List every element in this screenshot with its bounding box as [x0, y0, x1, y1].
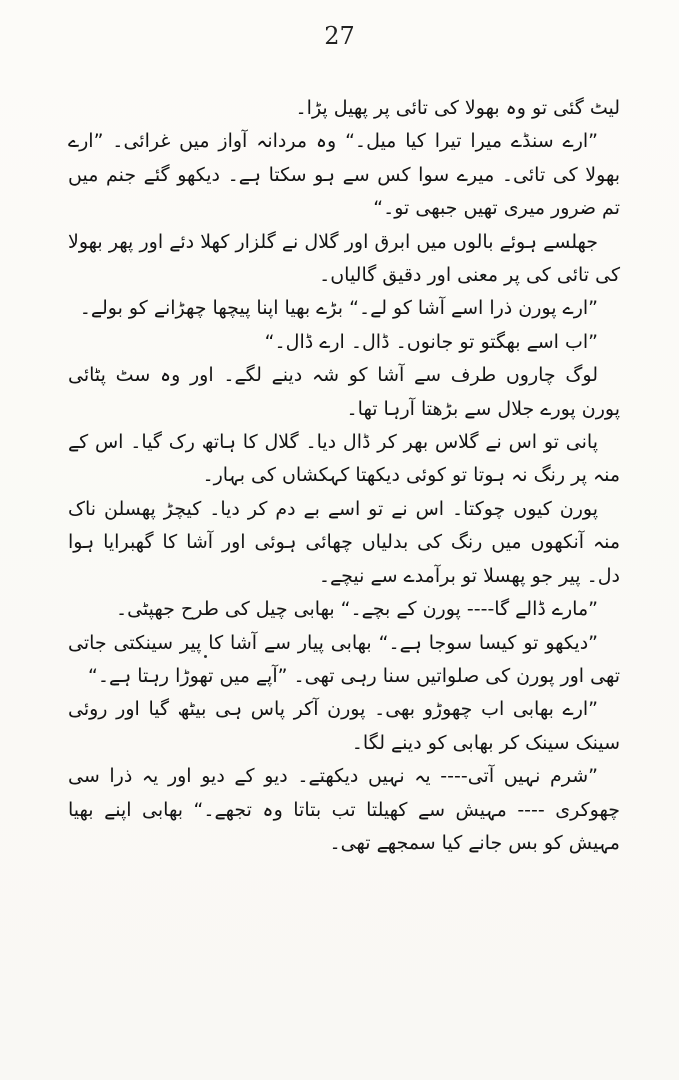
paragraph-6: لوگ چاروں طرف سے آشا کو شہ دینے لگے۔ اور وہ سٹ پٹائی پورن پورے جلال سے بڑھتا آرہا تھا۔: [68, 364, 620, 420]
paragraph-10: ”دیکھو تو کیسا سوجا ہے۔“ بھابی پیار سے آشا کا پیر سینکتی جاتی تھی اور پورن کی صلواتیں سنا رہی تھی۔ ”آپے میں تھوڑا رہتا ہے۔“: [68, 631, 620, 687]
paragraph-1: لیٹ گئی تو وہ بھولا کی تائی پر پھیل پڑا۔: [295, 97, 620, 119]
paragraph-3: جھلسے ہوئے بالوں میں ابرق اور گلال نے گلزار کھلا دئے اور پھر بھولا کی تائی کی پر معنی اور دقیق گالیاں۔: [68, 230, 620, 287]
paragraph-2: ”ارے سنڈے میرا تیرا کیا میل۔“ وہ مردانہ آواز میں غرائی۔ ”ارے بھولا کی تائی۔ میرے سوا کس سے ہو سکتا ہے۔ دیکھو گئے جنم میں تم ضرور میری تھیں جبھی تو۔“: [68, 130, 620, 220]
page-number: 27: [324, 22, 355, 50]
page-text: [68, 92, 620, 860]
paragraph-5: ”اب اسے بھگتو تو جانوں۔ ڈال۔ ارے ڈال۔“: [264, 330, 598, 353]
paragraph-12: ”شرم نہیں آتی---- یہ نہیں دیکھتے۔ دیو کے دیو اور یہ ذرا سی چھوکری ---- مہیش سے کھیلتا تب بتاتا وہ تجھے۔“ بھابی اپنے بھیا مہیش کو بس جانے کیا سمجھے تھی۔: [68, 765, 620, 854]
paragraph-7: پانی تو اس نے گلاس بھر کر ڈال دیا۔ گلال کا ہاتھ رک گیا۔ اس کے منہ پر رنگ نہ ہوتا تو کوئی دیکھتا کہکشاں کی بہار۔: [68, 431, 620, 487]
paragraph-8: پورن کیوں چوکتا۔ اس نے تو اسے بے دم کر دیا۔ کیچڑ پھسلن ناک منہ آنکھوں میں رنگ کی بدلیاں چھائی ہوئی اور آشا کا گھبرایا ہوا دل۔ پیر جو پھسلا تو برآمدے سے نیچے۔: [68, 497, 620, 587]
ink-speck: [204, 655, 207, 658]
paragraph-11: ”ارے بھابی اب چھوڑو بھی۔ پورن آکر پاس ہی بیٹھ گیا اور روئی سینک سینک کر بھابی کو دینے لگا۔: [68, 698, 620, 754]
paragraph-4: ”ارے پورن ذرا اسے آشا کو لے۔“ بڑے بھیا اپنا پیچھا چھڑانے کو بولے۔: [79, 297, 598, 320]
paragraph-9: ”مارے ڈالے گا---- پورن کے بچے۔“ بھابی چیل کی طرح جھپٹی۔: [115, 598, 598, 621]
